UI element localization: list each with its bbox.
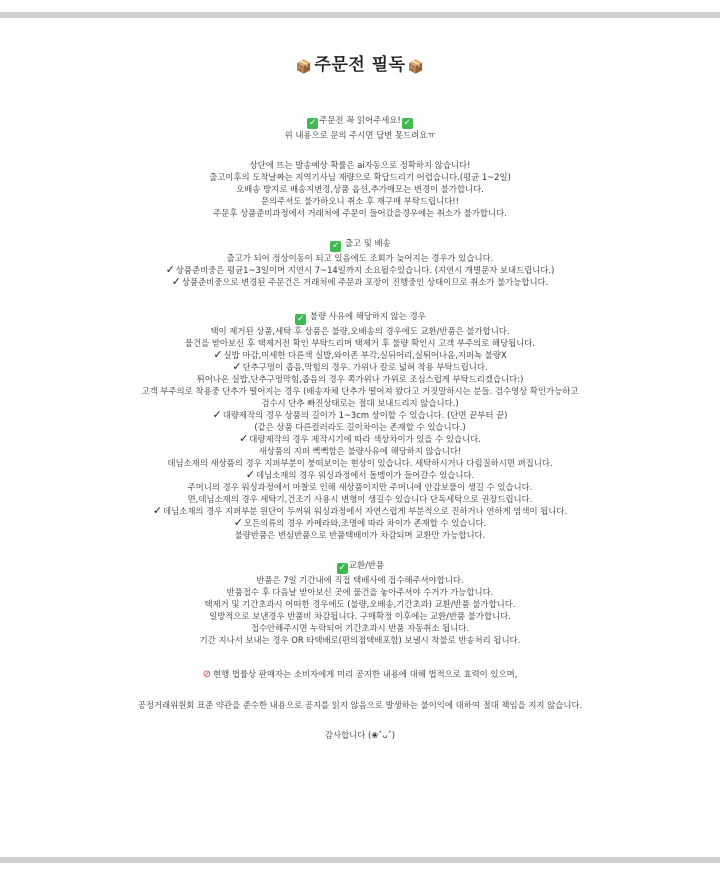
text-line: 출고이후의 도착날짜는 지역기사님 재량으로 확답드리기 어렵습니다.(평균 1~2일) (209, 172, 511, 182)
bottom-divider (0, 857, 720, 863)
returns-lines (0, 574, 720, 646)
shipping-lines (0, 252, 720, 288)
text-line: 반품접수 후 다음날 받아보신 곳에 물건을 놓아주셔야 수거가 가능합니다. (226, 587, 494, 597)
text-line: 면,데님소재의 경우 세탁기,건조기 사용시 변형이 생길수 있습니다 단독세탁으로 권장드립니다. (187, 494, 533, 504)
text-line: 새상품의 지퍼 뻑뻑함은 불량사유에 해당하지 않습니다! (258, 446, 462, 456)
check-icon: ✓ (331, 241, 340, 251)
defect-lines (0, 325, 720, 541)
text-line: 물건을 받아보신 후 택제거전 확인 부탁드리며 택제거 후 불량 확인시 고객 부주의로 해당됩니다. (184, 338, 536, 348)
page-title (0, 50, 720, 75)
box-icon: 📦 (407, 60, 425, 75)
thanks-text: 감사합니다 (❀ˆᴗˆ) (324, 730, 396, 740)
legal-line-2: 공정거래위원회 표준 약관을 준수한 내용으로 공지를 읽지 않음으로 발생하는 불이익에 대하여 절대 책임을 지지 않습니다. (137, 700, 583, 710)
text-line: ✓상품준비중은 평균1~3일이며 지연시 7~14일까지 소요될수있습니다. (지연시 개별문자 보내드립니다.) (165, 263, 555, 276)
text-line: 문의주셔도 불가하오니 취소 후 재구매 부탁드립니다!! (260, 196, 459, 206)
text-line: 튀어나온 실밥,단추구멍막힘,좁음의 경우 쪽가위나 가위로 조심스럽게 부탁드리겠습니다:) (196, 374, 524, 384)
tick-icon: ✓ (171, 275, 181, 288)
text-line: ✓데님소재의 경우 지퍼부분 원단이 두꺼워 워싱과정에서 자연스럽게 부분적으로 진하거나 연하게 염색이 됩니다. (152, 504, 568, 517)
legal-line-1: ⊘ 현행 법률상 판매자는 소비자에게 미리 공지한 내용에 대해 법적으로 효력이 있으며, (202, 669, 518, 680)
tick-icon: ✓ (233, 516, 243, 529)
text-line: (같은 상품 다른컬러라도 길이차이는 존재할 수 있습니다.) (254, 422, 466, 432)
tick-icon: ✓ (152, 504, 163, 517)
check-icon: ✓ (338, 563, 347, 573)
text-line: 주머니의 경우 워싱과정에서 마찰로 인해 새상품이지만 주머니에 안감보풀이 생길 수 있습니다. (187, 482, 533, 492)
tick-icon: ✓ (239, 432, 249, 445)
tick-icon: ✓ (165, 263, 175, 276)
text-line: 검수시 단추 빠진상태로는 절대 보내드리지 않습니다.) (261, 398, 459, 408)
section-heading: ✓ 출고 및 배송 (331, 238, 391, 251)
section-heading: ✓ 교환/반품 (338, 560, 385, 573)
text-line: ✓모든의류의 경우 카메라와,조명에 따라 차이가 존재할 수 있습니다. (233, 516, 487, 529)
text-line: 데님소재의 새상품의 경우 지퍼부분이 붕떠보이는 현상이 있습니다. 세탁하시거나 다림질하시면 펴집니다. (167, 458, 553, 468)
text-line: 주문후 상품준비과정에서 거래처에 주문이 들어갔을경우에는 취소가 불가합니다. (213, 208, 507, 218)
text-line: 택제거 및 기간초과시 어떠한 경우에도 (불량,오배송,기간초과) 교환/반품 불가합니다. (204, 599, 516, 609)
section-heading: ✓ 주문전 꼭 읽어주세요! ✓ (308, 115, 412, 128)
no-entry-icon: ⊘ (202, 669, 212, 680)
text-line: ✓단추구멍이 좁음,막힘의 경우. 가위나 칼로 넓혀 착용 부탁드립니다. (232, 360, 488, 373)
text-line: 기간 지나서 보내는 경우 OR 타택배로(편의점택배포함) 보낼시 착불로 반송처리 됩니다. (199, 635, 521, 645)
check-icon: ✓ (296, 314, 305, 324)
text-line: 접수안해주시면 누락되어 기간초과시 반품 자동취소 됩니다. (250, 623, 470, 633)
text-line: 고객 부주의로 착용중 단추가 떨어지는 경우 (배송자체 단추가 떨어져 왔다고 거짓말하시는 분들. 검수영상 확인가능하고 (141, 386, 579, 396)
tick-icon: ✓ (245, 468, 255, 481)
text-line: 반품은 7일 기간내에 직접 택배사에 접수해주셔야합니다. (256, 575, 464, 585)
text-line: 상단에 뜨는 발송예상 확률은 ai자동으로 정확하지 않습니다! (249, 160, 471, 170)
box-icon: 📦 (295, 60, 313, 75)
tick-icon: ✓ (232, 360, 242, 373)
intro-lines (0, 159, 720, 219)
text-line: 위 내용으로 문의 주시면 답변 못드려요ㅠ (284, 130, 436, 140)
check-icon: ✓ (308, 118, 317, 128)
title-text: 주문전 필독 (314, 55, 406, 75)
text-line: 일방적으로 보낸경우 반품비 차감됩니다. 구매확정 이후에는 교환/반품 불가합니다. (209, 611, 511, 621)
text-line: 불량반품은 변심반품으로 반품택배비가 차감되며 교환만 가능합니다. (234, 530, 486, 540)
text-line: ✓실밥 마감,미세한 다른색 실밥,와이존 부각,실뒤어리,실튀어나옴,지퍼녹 불량X (213, 348, 507, 361)
text-line: ✓대량제작의 경우 제작시기에 따라 색상차이가 있을 수 있습니다. (239, 432, 481, 445)
notice-lines (0, 129, 720, 141)
tick-icon: ✓ (213, 348, 223, 361)
tick-icon: ✓ (212, 408, 222, 421)
check-icon: ✓ (403, 118, 412, 128)
notice-content (0, 114, 720, 741)
section-heading: ✓ 불량 사유에 해당하지 않는 경우 (296, 311, 426, 324)
text-line: 택이 제거된 상품,세탁 후 상품은 불량,오배송의 경우에도 교환/반품은 불가합니다. (210, 326, 510, 336)
text-line: 오배송 방지로 배송지변경,상품 옵션,추가매모는 변경이 불가합니다. (236, 184, 484, 194)
top-divider (0, 12, 720, 18)
text-line: 출고가 되어 정상이동이 되고 있음에도 조회가 늦어지는 경우가 있습니다. (226, 253, 494, 263)
text-line: ✓데님소재의 경우 워싱과정에서 돌멩이가 들어갈수 있습니다. (245, 468, 475, 481)
text-line: ✓대량제작의 경우 상품의 길이가 1~3cm 상이할 수 있습니다. (단면 끝부터 끝) (212, 408, 508, 421)
text-line: ✓상품준비중으로 변경된 주문건은 거래처에 주문과 포장이 진행중인 상태이므로 취소가 불가능합니다. (171, 275, 549, 288)
